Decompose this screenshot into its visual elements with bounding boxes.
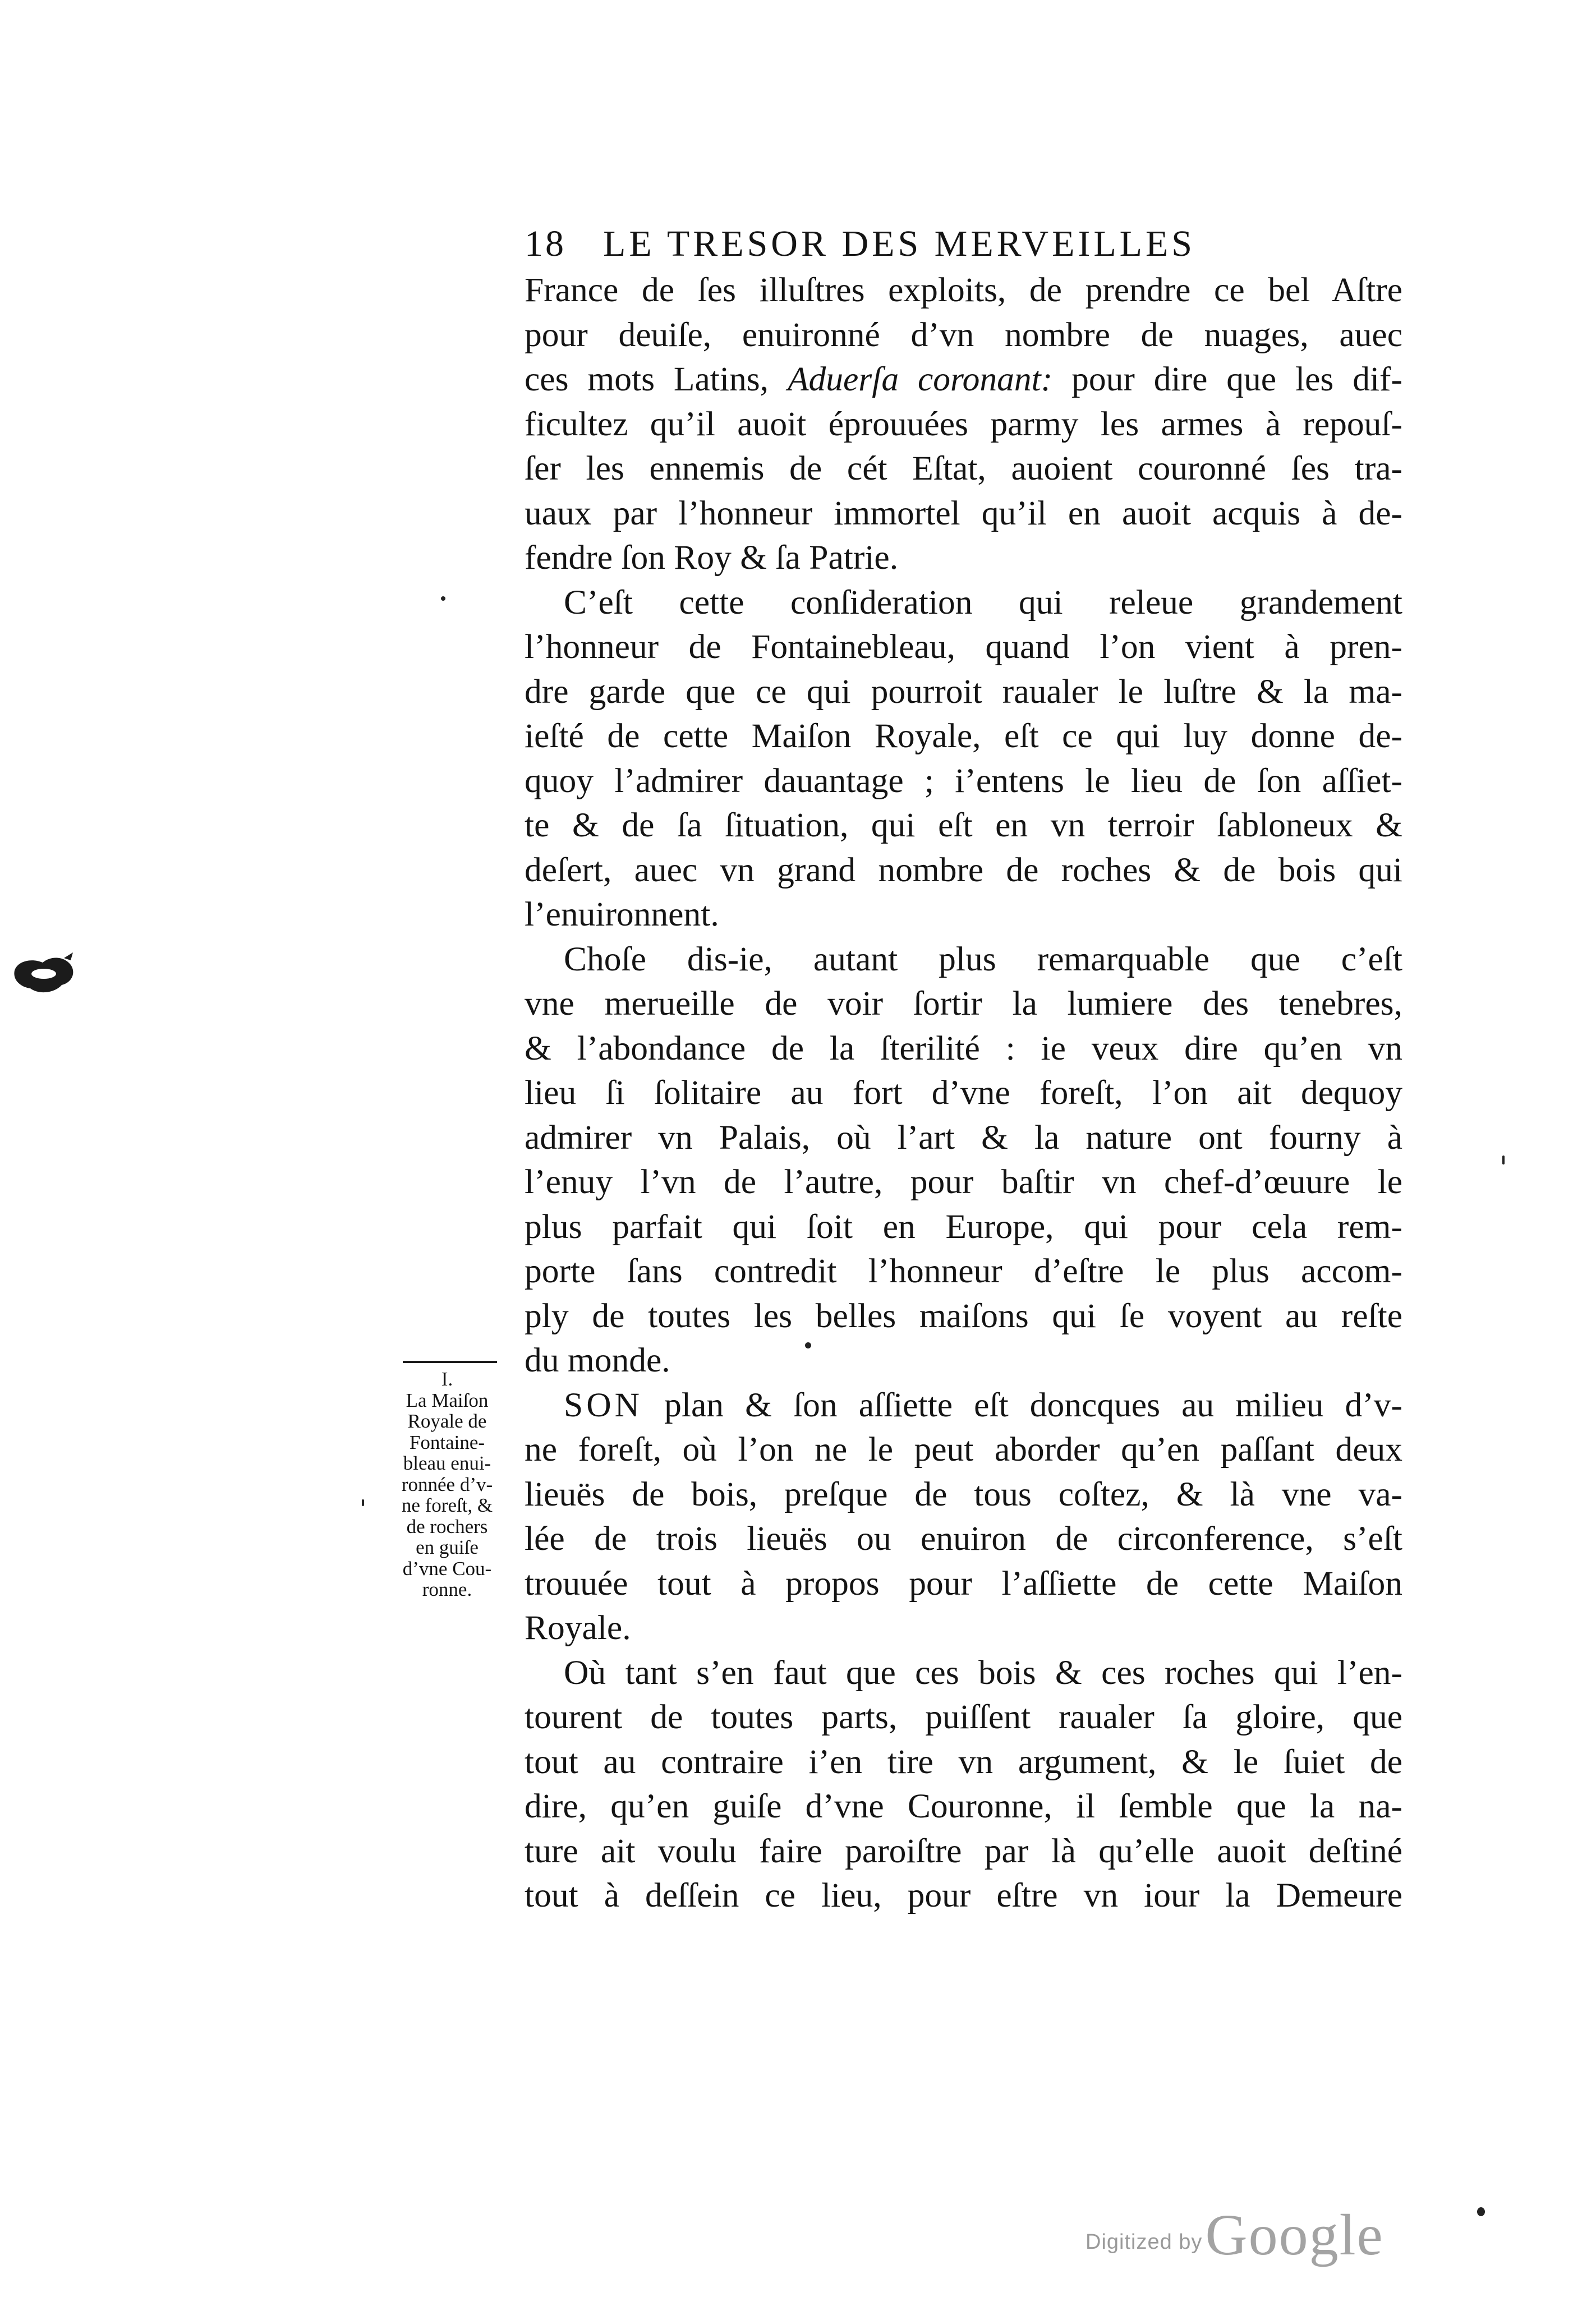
text-line bbox=[525, 446, 1402, 491]
text-line-content: ſer les ennemis de cét Eſtat, auoient couronné ſes tra- bbox=[525, 449, 1402, 487]
margin-note-line: ronnée d’v- bbox=[401, 1473, 493, 1495]
text-line-content: fendre ſon Roy & ſa Patrie. bbox=[525, 538, 899, 577]
text-line-content: du monde. bbox=[525, 1341, 670, 1379]
text-line bbox=[525, 1873, 1402, 1918]
text-line-content: l’honneur de Fontainebleau, quand l’on vient à pren- bbox=[525, 628, 1402, 666]
text-line bbox=[525, 1071, 1402, 1116]
ink-blot bbox=[10, 948, 77, 998]
text-line bbox=[525, 1472, 1402, 1517]
text-line-content: vne merueille de voir ſortir la lumiere des tenebres, bbox=[525, 984, 1402, 1023]
text-line bbox=[525, 759, 1402, 804]
text-line-content: dre garde que ce qui pourroit raualer le luſtre & la ma- bbox=[525, 672, 1402, 711]
section-initial-word: SON bbox=[564, 1385, 643, 1424]
body-text bbox=[525, 268, 1402, 1918]
text-line-content: ture ait voulu faire paroiſtre par là qu’elle auoit deſtiné bbox=[525, 1831, 1402, 1870]
text-line-content: & l’abondance de la ſterilité : ie veux dire qu’en vn bbox=[525, 1029, 1402, 1067]
text-line bbox=[525, 670, 1402, 715]
text-line-content: France de ſes illuſtres exploits, de prendre ce bel Aſtre bbox=[525, 271, 1402, 309]
text-line bbox=[525, 1026, 1402, 1071]
text-line bbox=[525, 625, 1402, 670]
text-line bbox=[525, 714, 1402, 759]
digitized-by-google-watermark bbox=[1086, 2202, 1411, 2267]
text-line bbox=[525, 1784, 1402, 1829]
text-line bbox=[525, 1294, 1402, 1339]
text-line-content: pour dire que les dif- bbox=[1052, 360, 1402, 398]
text-line bbox=[525, 402, 1402, 447]
margin-note-line: Royale de bbox=[407, 1410, 487, 1432]
text-line bbox=[525, 1829, 1402, 1874]
text-line-content: dire, qu’en guiſe d’vne Couronne, il ſemble que la na- bbox=[525, 1787, 1402, 1825]
text-line-content: admirer vn Palais, où l’art & la nature ont fourny à bbox=[525, 1118, 1402, 1157]
text-line bbox=[525, 1249, 1402, 1294]
text-line bbox=[525, 1651, 1402, 1696]
running-head bbox=[525, 222, 1400, 266]
margin-note-line: ronne. bbox=[422, 1578, 472, 1600]
text-line bbox=[525, 1562, 1402, 1606]
text-line-content: plan & ſon aſſiette eſt doncques au milieu d’v- bbox=[643, 1385, 1402, 1424]
text-line-content: lieu ſi ſolitaire au fort d’vne foreſt, l’on ait dequoy bbox=[525, 1074, 1402, 1112]
text-line-content: Où tant s’en faut que ces bois & ces roches qui l’en- bbox=[564, 1653, 1402, 1692]
text-line bbox=[525, 491, 1402, 536]
margin-note-line: bleau enui- bbox=[403, 1452, 491, 1474]
running-title: LE TRESOR DES MERVEILLES bbox=[603, 223, 1196, 264]
margin-note-line: en guiſe bbox=[416, 1536, 479, 1558]
text-line bbox=[525, 803, 1402, 848]
text-line-content: ply de toutes les belles maiſons qui ſe voyent au reſte bbox=[525, 1296, 1402, 1335]
text-line-content: lieuës de bois, preſque de tous coſtez, & là vne va- bbox=[525, 1475, 1402, 1513]
text-line-content: l’enuironnent. bbox=[525, 895, 719, 933]
text-line bbox=[525, 1383, 1402, 1428]
text-line-content: ieſté de cette Maiſon Royale, eſt ce qui luy donne de- bbox=[525, 717, 1402, 755]
ink-speck bbox=[1477, 2207, 1485, 2216]
ink-speck bbox=[441, 596, 445, 601]
text-line-content: l’enuy l’vn de l’autre, pour baſtir vn chef-d’œuure le bbox=[525, 1163, 1402, 1201]
text-line-content: porte ſans contredit l’honneur d’eſtre le plus accom- bbox=[525, 1252, 1402, 1290]
text-line-content: ces mots Latins, bbox=[525, 360, 788, 398]
text-line bbox=[525, 982, 1402, 1026]
text-line bbox=[525, 937, 1402, 982]
text-line bbox=[525, 357, 1402, 402]
text-line-content: pour deuiſe, enuironné d’vn nombre de nuages, auec bbox=[525, 315, 1402, 354]
ink-speck bbox=[1502, 1156, 1505, 1164]
text-line bbox=[525, 1428, 1402, 1472]
text-line bbox=[525, 1740, 1402, 1785]
margin-note-rule bbox=[403, 1361, 497, 1363]
ink-speck bbox=[362, 1499, 364, 1506]
text-line bbox=[525, 536, 1402, 581]
text-line-content: trouuée tout à propos pour l’aſſiette de cette Maiſon bbox=[525, 1564, 1402, 1603]
text-line bbox=[525, 1606, 1402, 1651]
text-line bbox=[525, 1116, 1402, 1161]
text-line bbox=[525, 581, 1402, 625]
text-line bbox=[525, 1338, 1402, 1383]
margin-note-line: de rochers bbox=[406, 1515, 488, 1538]
text-line bbox=[525, 1160, 1402, 1205]
text-line-content: quoy l’admirer dauantage ; i’entens le lieu de ſon aſſiet- bbox=[525, 761, 1402, 800]
text-line bbox=[525, 1517, 1402, 1562]
text-line bbox=[525, 892, 1402, 937]
text-line-content: C’eſt cette conſideration qui releue grandement bbox=[564, 583, 1402, 622]
margin-note-line: d’vne Cou- bbox=[402, 1557, 492, 1580]
text-line bbox=[525, 1205, 1402, 1250]
text-line bbox=[525, 1695, 1402, 1740]
text-line-content: deſert, auec vn grand nombre de roches & de bois qui bbox=[525, 850, 1402, 889]
text-line bbox=[525, 268, 1402, 313]
google-logo: Google bbox=[1205, 2203, 1384, 2267]
margin-note bbox=[377, 1369, 517, 1600]
text-line-content: tourent de toutes parts, puiſſent raualer ſa gloire, que bbox=[525, 1698, 1402, 1736]
text-line-content: Choſe dis-ie, autant plus remarquable que c’eſt bbox=[564, 940, 1402, 978]
margin-note-line: ne foreſt, & bbox=[401, 1494, 493, 1516]
text-line-content: te & de ſa ſituation, qui eſt en vn terroir ſabloneux & bbox=[525, 806, 1402, 844]
page-number: 18 bbox=[525, 223, 566, 264]
margin-note-number: I. bbox=[441, 1368, 453, 1390]
watermark-prefix: Digitized by bbox=[1086, 2230, 1203, 2254]
text-line-content: ne foreſt, où l’on ne le peut aborder qu’en paſſant deux bbox=[525, 1430, 1402, 1469]
text-line-content: ficultez qu’il auoit éprouuées parmy les armes à repouſ- bbox=[525, 404, 1402, 443]
text-line-content: tout au contraire i’en tire vn argument, & le ſuiet de bbox=[525, 1742, 1402, 1781]
text-line-content: tout à deſſein ce lieu, pour eſtre vn iour la Demeure bbox=[525, 1876, 1402, 1914]
text-line-content: lée de trois lieuës ou enuiron de circonference, s’eſt bbox=[525, 1520, 1402, 1558]
margin-note-line: Fontaine- bbox=[409, 1431, 485, 1453]
latin-motto: Aduerſa coronant: bbox=[787, 360, 1053, 398]
text-line-content: Royale. bbox=[525, 1609, 631, 1647]
text-line-content: uaux par l’honneur immortel qu’il en auoit acquis à de- bbox=[525, 494, 1402, 532]
text-line bbox=[525, 313, 1402, 358]
ink-speck bbox=[805, 1342, 811, 1348]
text-line bbox=[525, 848, 1402, 893]
margin-note-line: La Maiſon bbox=[406, 1389, 489, 1411]
text-line-content: plus parfait qui ſoit en Europe, qui pour cela rem- bbox=[525, 1207, 1402, 1246]
